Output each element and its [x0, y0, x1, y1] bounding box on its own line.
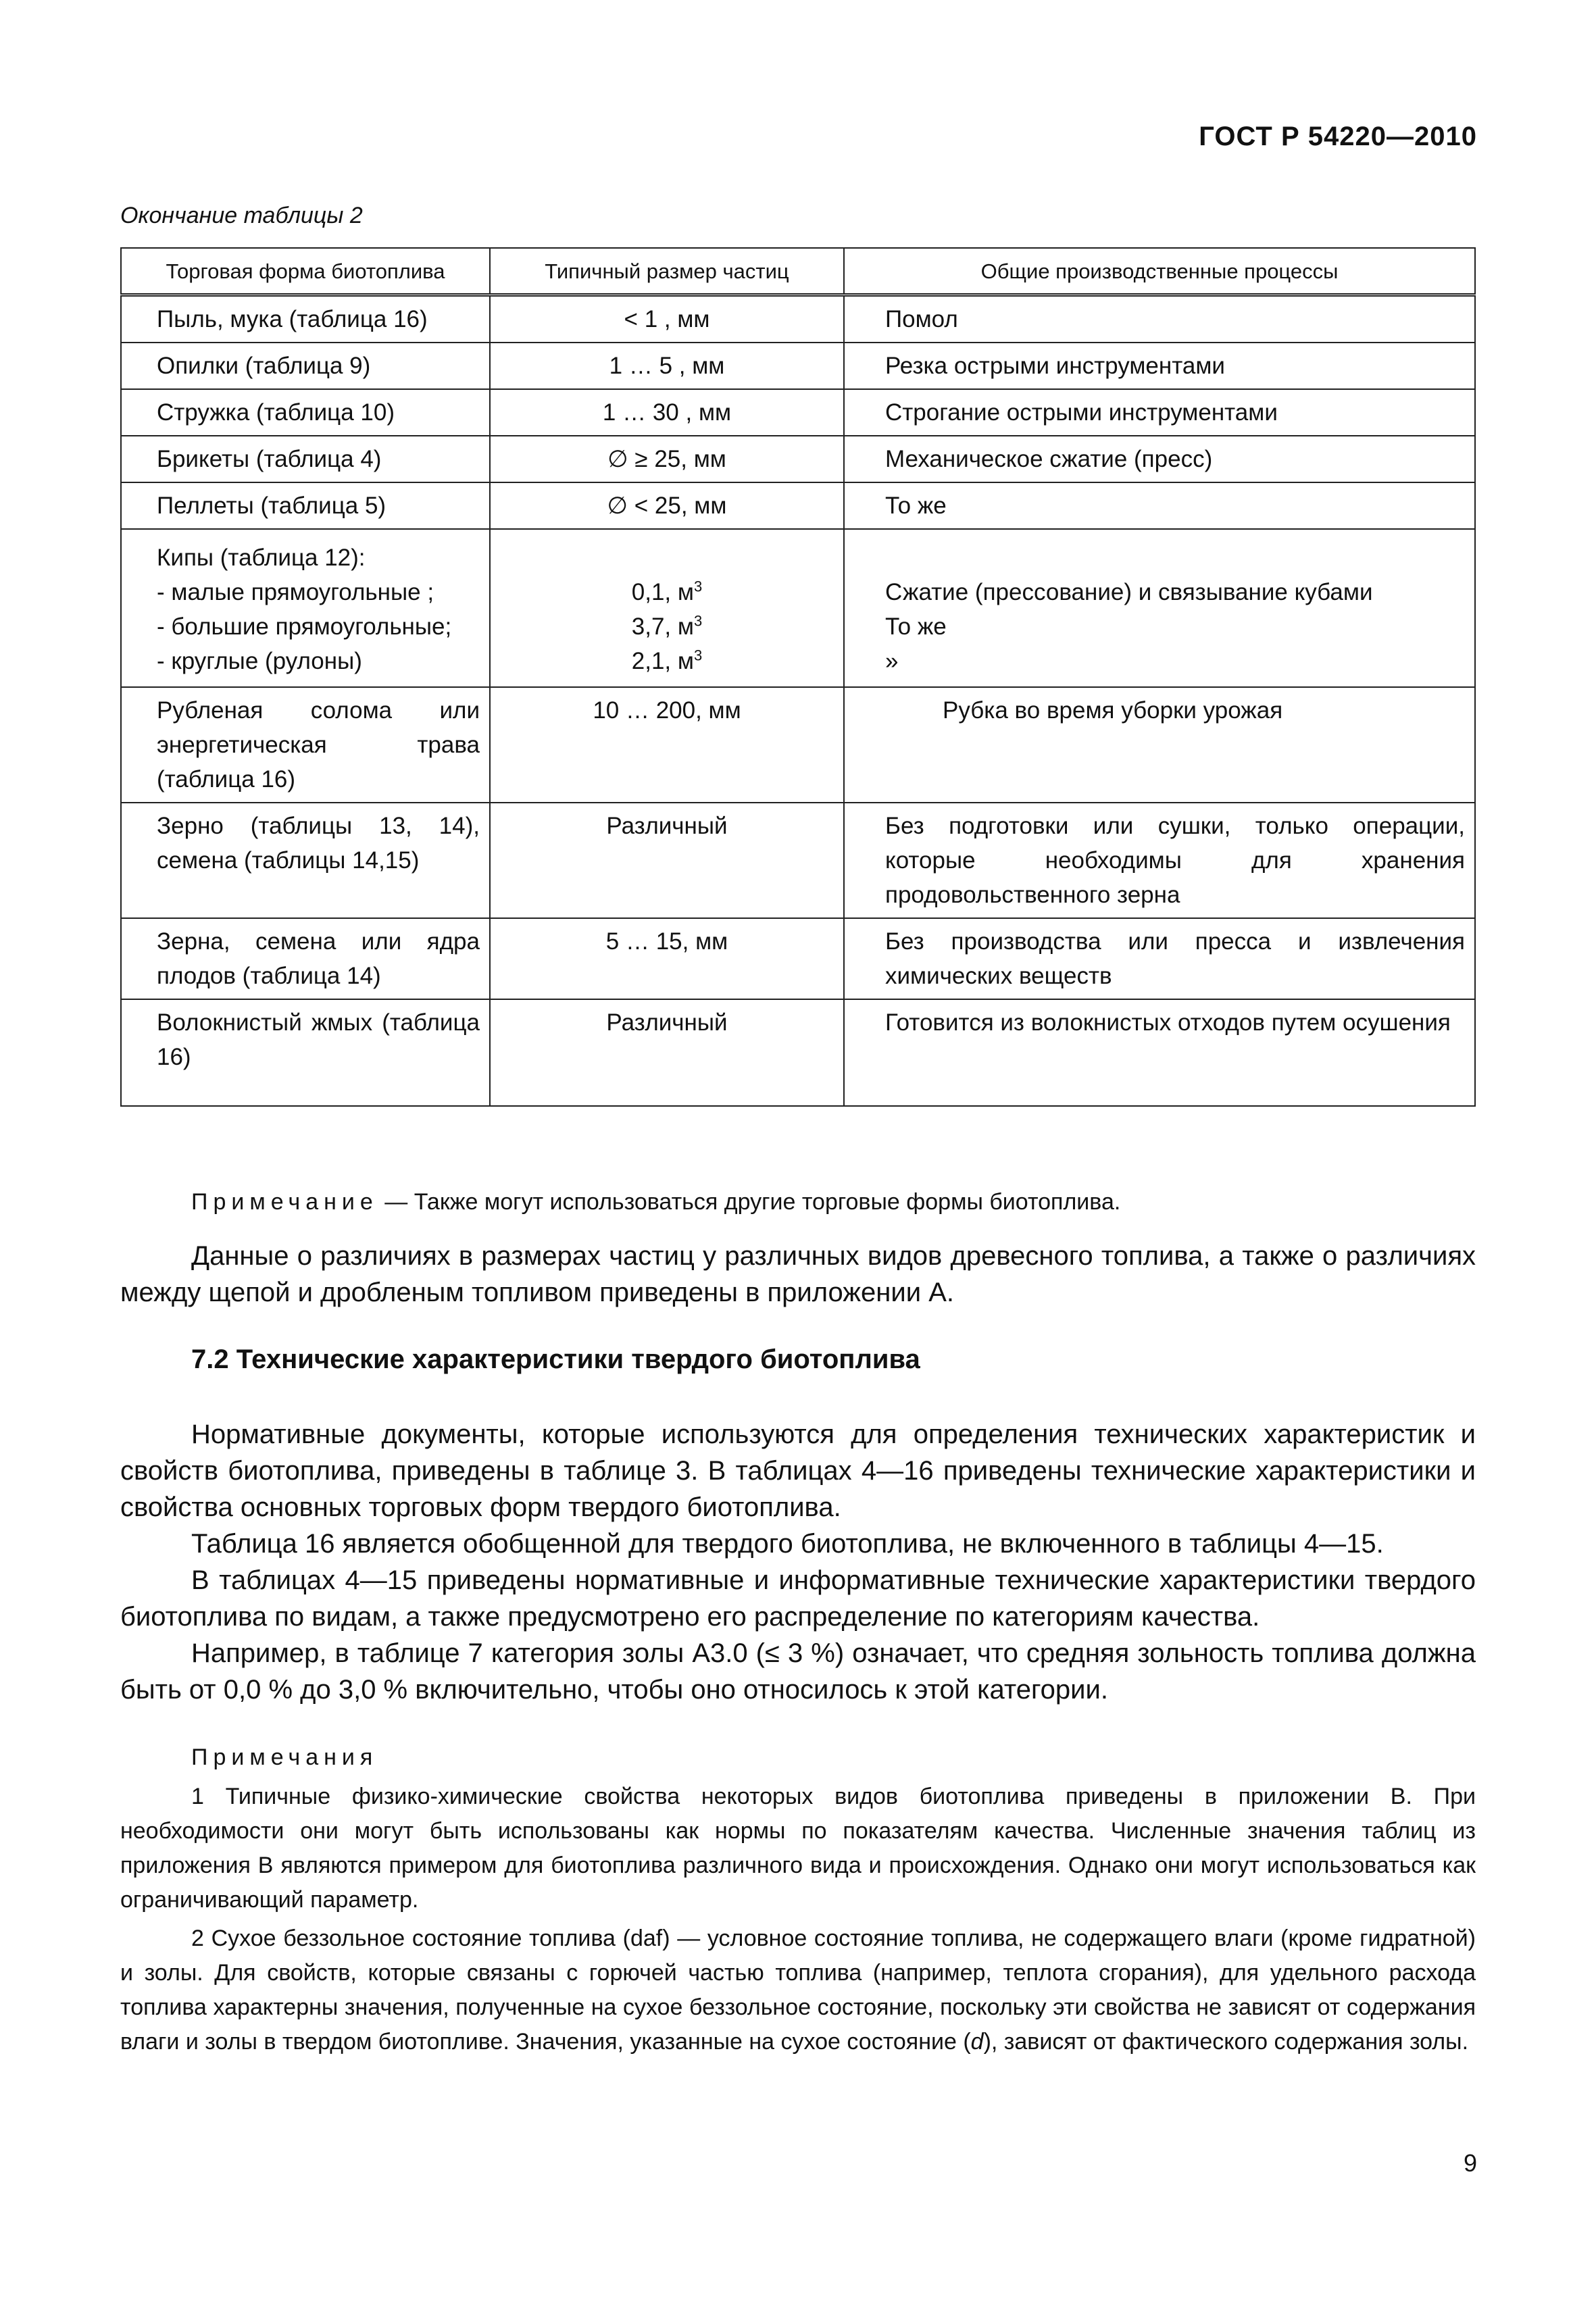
table-row [121, 529, 1475, 687]
cell-form: Зерно (таблицы 13, 14), семена (таблицы 14,15) [121, 803, 490, 918]
cell-process: Рубка во время уборки урожая [844, 687, 1475, 803]
cell-form [121, 529, 490, 687]
note-item: 1 Типичные физико-химические свойства некоторых видов биотоплива приведены в приложении В. При необходимости они могут быть использованы как нормы по показателям качества. Численные значения таблиц из приложения В являются примером для биотоплива различного вида и происхождения. Однако они могут использоваться как ограничивающий параметр. [120, 1784, 1476, 1913]
cubic-superscript: 3 [693, 647, 703, 664]
paragraph: Нормативные документы, которые используются для определения технических характеристик и свойств биотоплива, приведены в таблице 3. В таблицах 4—16 приведены технические характеристики и свойства основных торговых форм твердого биотоплива. [120, 1419, 1476, 1522]
section-body [120, 1416, 1476, 1708]
table-row [121, 999, 1475, 1106]
cell-process: Механическое сжатие (пресс) [844, 436, 1475, 482]
cell-process: Строгание острыми инструментами [844, 389, 1475, 436]
column-header-size: Типичный размер частиц [490, 248, 844, 295]
cell-form: Брикеты (таблица 4) [121, 436, 490, 482]
table-row [121, 803, 1475, 918]
cell-size: 1 … 5 , мм [490, 343, 844, 389]
cell-form: Волокнистый жмых (таблица 16) [121, 999, 490, 1106]
column-header-form: Торговая форма биотоплива [121, 248, 490, 295]
cell-form: Пеллеты (таблица 5) [121, 482, 490, 529]
table-row [121, 918, 1475, 999]
cell-form: Опилки (таблица 9) [121, 343, 490, 389]
page-number: 9 [1463, 2149, 1477, 2177]
bale-process: То же [885, 613, 947, 640]
note-item: 2 Сухое беззольное состояние топлива (daf) — условное состояние топлива, не содержащего влаги (кроме гидратной) и золы. Для свойств, которые связаны с горючей частью топлива (например, теплота сгорания), для удельного расхода топлива характерны значения, полученные на сухое беззольное состояние, поскольку эти свойства не зависят от содержания влаги и золы в твердом биотопливе. Значения, указанные на сухое состояние (d), зависят от фактического содержания золы. [120, 1926, 1476, 2055]
notes-list [120, 1780, 1476, 2059]
table-caption: Окончание таблицы 2 [120, 203, 363, 228]
cell-size: 1 … 30 , мм [490, 389, 844, 436]
bales-item: - малые прямоугольные ; [157, 579, 434, 605]
column-header-process: Общие производственные процессы [844, 248, 1475, 295]
cell-form: Стружка (таблица 10) [121, 389, 490, 436]
note-label: Примечание [191, 1189, 378, 1215]
bales-item: - большие прямоугольные; [157, 613, 452, 640]
paragraph: Таблица 16 является обобщенной для твердого биотоплива, не включенного в таблицы 4—15. [191, 1529, 1384, 1559]
document-code: ГОСТ Р 54220—2010 [1199, 122, 1477, 151]
paragraph: Например, в таблице 7 категория золы А3.0 (≤ 3 %) означает, что средняя зольность топлива должна быть от 0,0 % до 3,0 % включительно, чтобы оно относилось к этой категории. [120, 1638, 1476, 1705]
cell-size: ∅ ≥ 25, мм [490, 436, 844, 482]
cell-form: Пыль, мука (таблица 16) [121, 295, 490, 343]
cell-size: 5 … 15, мм [490, 918, 844, 999]
particle-size-table [120, 247, 1476, 1107]
cell-process: Резка острыми инструментами [844, 343, 1475, 389]
cell-form: Рубленая солома или энергетическая трава (таблица 16) [121, 687, 490, 803]
bale-size: 3,7, м [631, 613, 694, 640]
cell-size [490, 529, 844, 687]
cell-size: 10 … 200, мм [490, 687, 844, 803]
table-row [121, 389, 1475, 436]
cell-size: < 1 , мм [490, 295, 844, 343]
table-row [121, 343, 1475, 389]
cell-process: Без подготовки или сушки, только операции, которые необходимы для хранения продовольственного зерна [844, 803, 1475, 918]
table-row [121, 687, 1475, 803]
table-note [191, 1189, 1475, 1215]
table-row [121, 482, 1475, 529]
section-title: 7.2 Технические характеристики твердого биотоплива [191, 1344, 920, 1374]
table-header-row [121, 248, 1475, 295]
cell-size: ∅ < 25, мм [490, 482, 844, 529]
cell-process [844, 529, 1475, 687]
cell-size: Различный [490, 803, 844, 918]
bale-process: » [885, 648, 899, 674]
bales-item: - круглые (рулоны) [157, 648, 362, 674]
bale-size: 0,1, м [631, 579, 694, 605]
bales-title: Кипы (таблица 12): [157, 545, 366, 571]
paragraph: В таблицах 4—15 приведены нормативные и информативные технические характеристики твердого биотоплива по видам, а также предусмотрено его распределение по категориям качества. [120, 1565, 1476, 1632]
cell-process: Готовится из волокнистых отходов путем осушения [844, 999, 1475, 1106]
bale-process: Сжатие (прессование) и связывание кубами [885, 579, 1373, 605]
notes-title: Примечания [191, 1744, 378, 1770]
cell-form: Зерна, семена или ядра плодов (таблица 14) [121, 918, 490, 999]
table-row [121, 295, 1475, 343]
cubic-superscript: 3 [693, 578, 703, 595]
cell-size: Различный [490, 999, 844, 1106]
cell-process: То же [844, 482, 1475, 529]
cell-process: Без производства или пресса и извлечения химических веществ [844, 918, 1475, 999]
cell-process: Помол [844, 295, 1475, 343]
table-row [121, 436, 1475, 482]
paragraph: Данные о различиях в размерах частиц у различных видов древесного топлива, а также о различиях между щепой и дробленым топливом приведены в приложении А. [120, 1241, 1476, 1307]
cubic-superscript: 3 [693, 612, 703, 630]
bale-size: 2,1, м [631, 648, 694, 674]
note-text: — Также могут использоваться другие торговые формы биотоплива. [378, 1189, 1121, 1215]
